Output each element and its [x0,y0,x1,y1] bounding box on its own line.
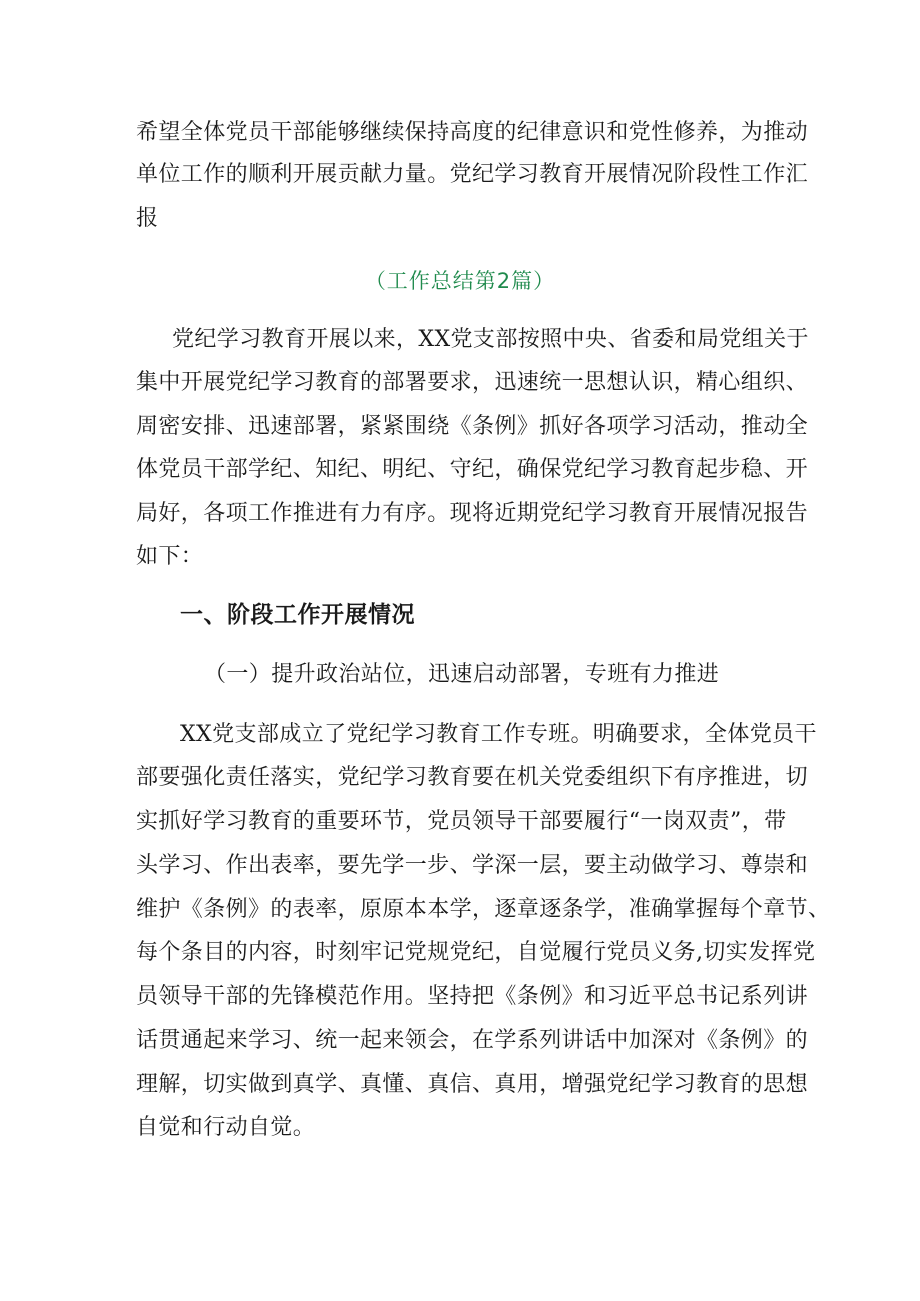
para1-line-3: 周密安排、迅速部署，紧紧围绕《条例》抓好各项学习活动，推动全 [136,414,809,439]
para2-line-10: 自觉和行动自觉。 [136,1115,316,1140]
para1-line-6: 如下： [136,544,204,569]
para1-line-1: 党纪学习教育开展以来，XX党支部按照中央、省委和局党组关于 [172,327,809,352]
para2-line-8: 话贯通起来学习、统一起来领会，在学系列讲话中加深对《条例》的 [136,1028,809,1053]
para2-line-2: 部要强化责任落实，党纪学习教育要在机关党委组织下有序推进，切 [136,765,809,790]
para1-line-2: 集中开展党纪学习教育的部署要求，迅速统一思想认识，精心组织、 [136,370,809,395]
para2-line-3: 实抓好学习教育的重要环节，党员领导干部要履行“一岗双责”，带 [136,809,787,834]
intro-line-2: 单位工作的顺利开展贡献力量。党纪学习教育开展情况阶段性工作汇 [136,162,809,187]
section-heading: 一、阶段工作开展情况 [180,602,415,628]
subsection-heading: （一）提升政治站位，迅速启动部署，专班有力推进 [204,662,720,687]
para1-line-4: 体党员干部学纪、知纪、明纪、守纪，确保党纪学习教育起步稳、开 [136,457,809,482]
article-subtitle: （工作总结第2篇） [364,269,556,293]
para2-line-7: 员领导干部的先锋模范作用。坚持把《条例》和习近平总书记系列讲 [136,984,809,1009]
para2-line-9: 理解，切实做到真学、真懂、真信、真用，增强党纪学习教育的思想 [136,1072,809,1097]
para2-line-5: 维护《条例》的表率，原原本本学，逐章逐条学，准确掌握每个章节、 [136,897,831,922]
intro-line-3: 报 [136,206,159,231]
para2-line-1: XX党支部成立了党纪学习教育工作专班。明确要求，全体党员干 [180,722,817,747]
para2-line-4: 头学习、作出表率，要先学一步、学深一层，要主动做学习、尊崇和 [136,853,809,878]
para2-line-6: 每个条目的内容，时刻牢记党规党纪，自觉履行党员义务,切实发挥党 [136,940,816,965]
intro-line-1: 希望全体党员干部能够继续保持高度的纪律意识和党性修养，为推动 [136,120,809,145]
para1-line-5: 局好，各项工作推进有力有序。现将近期党纪学习教育开展情况报告 [136,501,809,526]
